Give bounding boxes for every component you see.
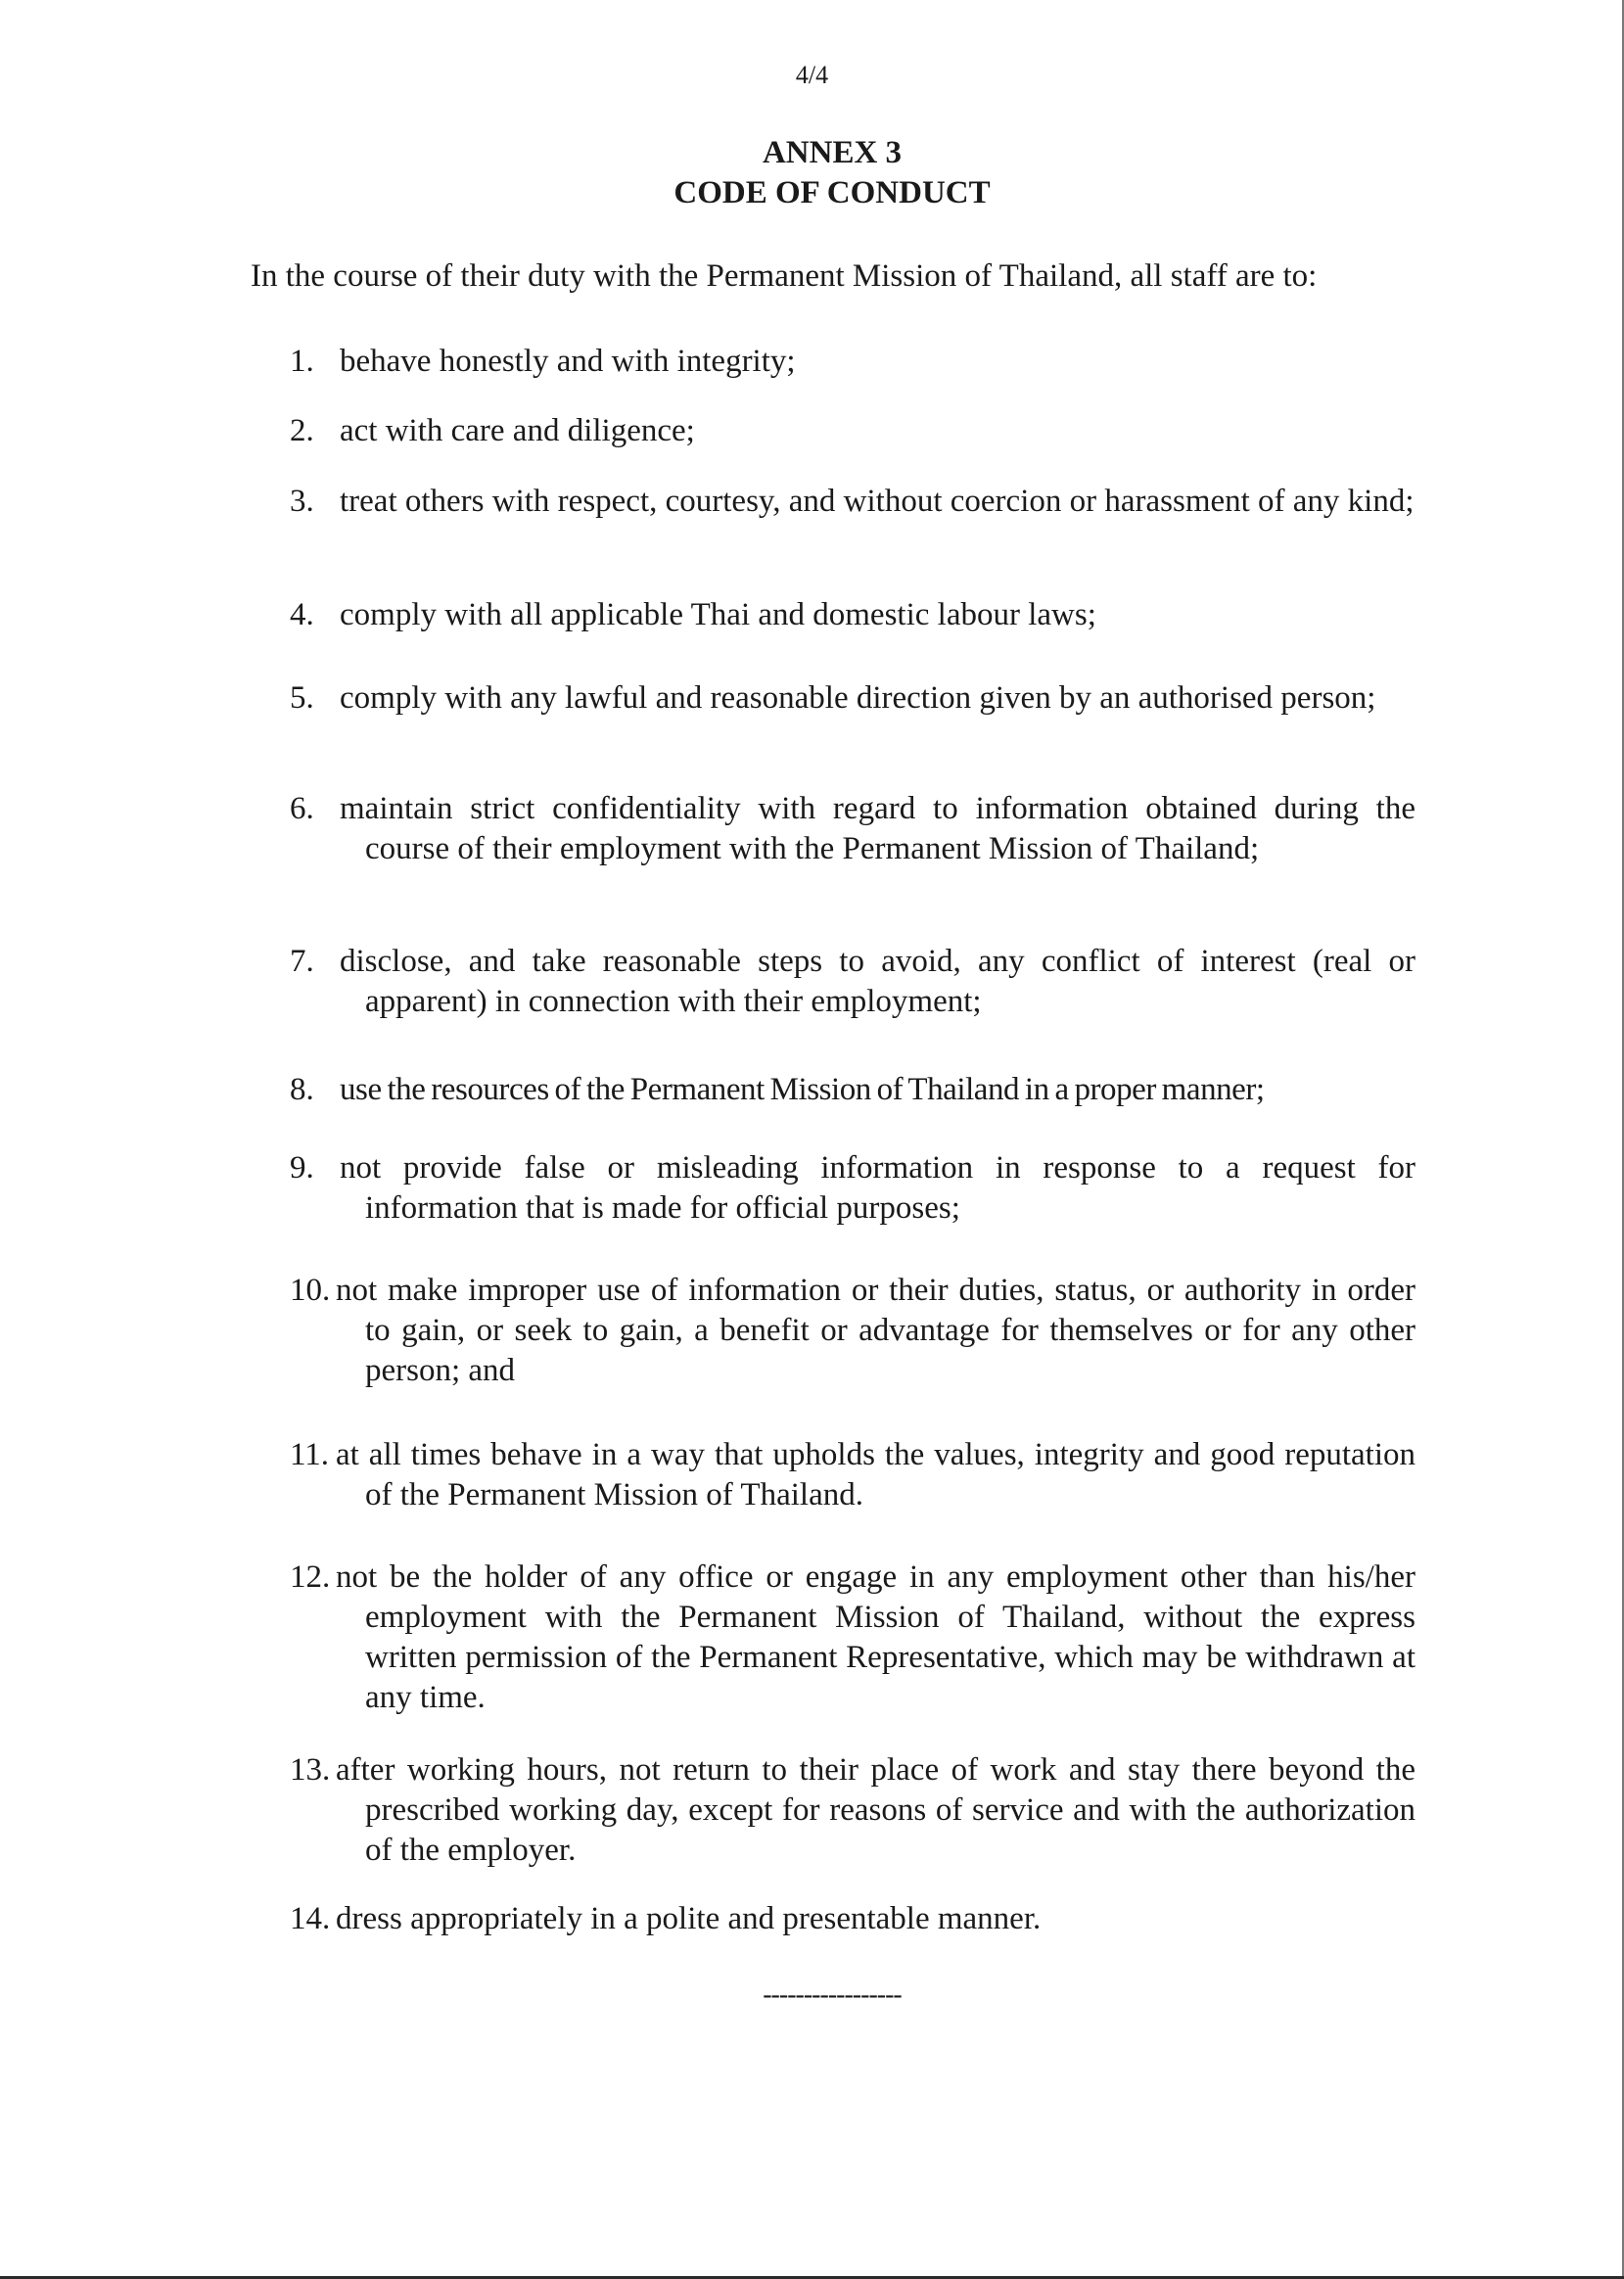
- item-text: not provide false or misleading information in response to a request for information that is made for official purposes;: [340, 1150, 1415, 1226]
- item-text: disclose, and take reasonable steps to avoid, any conflict of interest (real or apparent) in connection with their employment;: [340, 944, 1415, 1019]
- list-item: [290, 595, 1415, 635]
- end-divider: -----------------: [763, 1979, 902, 2010]
- item-text: treat others with respect, courtesy, and without coercion or harassment of any kind;: [340, 484, 1415, 519]
- item-number: 2.: [290, 413, 314, 448]
- item-text: not make improper use of information or their duties, status, or authority in order to gain, or seek to gain, a benefit or advantage for themselves or for any other person; and: [336, 1273, 1415, 1388]
- item-number: 7.: [290, 944, 314, 979]
- list-item: [290, 411, 1415, 451]
- item-number: 4.: [290, 597, 314, 632]
- item-text: not be the holder of any office or engage in any employment other than his/her employment with the Permanent Mission of Thailand, without the express written permission of the Permanent Representative, which may be withdrawn at any time.: [336, 1559, 1415, 1715]
- list-item: [290, 1435, 1415, 1515]
- list-item: [290, 678, 1415, 719]
- item-text: comply with any lawful and reasonable direction given by an authorised person;: [340, 680, 1376, 716]
- item-number: 5.: [290, 680, 314, 716]
- item-text: act with care and diligence;: [340, 413, 695, 448]
- list-item: [290, 1558, 1415, 1718]
- annex-title: ANNEX 3: [762, 135, 903, 170]
- list-item: [290, 789, 1415, 869]
- item-number: 8.: [290, 1072, 314, 1107]
- item-number: 10.: [290, 1273, 331, 1308]
- item-text: behave honestly and with integrity;: [340, 344, 796, 379]
- intro-paragraph: In the course of their duty with the Permanent Mission of Thailand, all staff are to:: [251, 258, 1318, 294]
- item-number: 3.: [290, 484, 314, 519]
- page-number: 4/4: [795, 61, 829, 89]
- list-item: [290, 482, 1415, 522]
- item-text: after working hours, not return to their place of work and stay there beyond the prescribed working day, except for reasons of service and with the authorization of the employer.: [336, 1752, 1415, 1868]
- list-item: [290, 1148, 1415, 1229]
- item-text: use the resources of the Permanent Mission of Thailand in a proper manner;: [340, 1072, 1265, 1107]
- document-title: CODE OF CONDUCT: [673, 175, 991, 210]
- list-item: [290, 342, 1415, 382]
- item-number: 6.: [290, 791, 314, 826]
- list-item: [290, 1750, 1415, 1871]
- item-text: maintain strict confidentiality with regard to information obtained during the course of their employment with the Permanent Mission of Thailand;: [340, 791, 1415, 866]
- item-number: 12.: [290, 1559, 331, 1595]
- list-item: [290, 1070, 1415, 1110]
- list-item: [290, 1271, 1415, 1391]
- item-number: 13.: [290, 1752, 331, 1788]
- list-item: [290, 1899, 1415, 1939]
- list-item: [290, 942, 1415, 1022]
- item-number: 11.: [290, 1437, 330, 1472]
- item-text: comply with all applicable Thai and domestic labour laws;: [340, 597, 1096, 632]
- item-number: 14.: [290, 1901, 331, 1936]
- item-number: 1.: [290, 344, 314, 379]
- item-number: 9.: [290, 1150, 314, 1186]
- item-text: at all times behave in a way that upholds the values, integrity and good reputation of the Permanent Mission of Thailand.: [336, 1437, 1415, 1512]
- item-text: dress appropriately in a polite and presentable manner.: [336, 1901, 1042, 1936]
